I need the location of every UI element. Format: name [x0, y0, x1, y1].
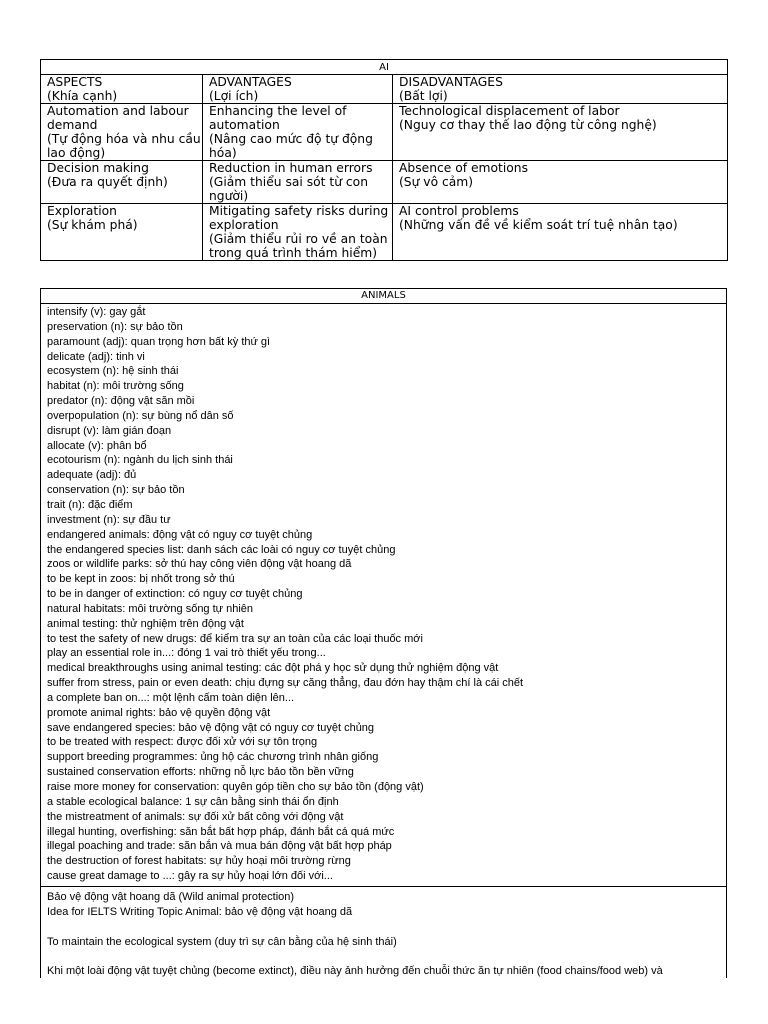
vocab-item: cause great damage to ...: gây ra sự hủy hoại lớn đối với...: [47, 870, 333, 883]
vocab-item: trait (n): đặc điểm: [47, 498, 133, 511]
vocab-item: sustained conservation efforts: những nỗ lực bảo tồn bền vững: [47, 766, 354, 779]
ai-table: [40, 59, 728, 261]
advantage-cell: Mitigating safety risks during exploration (Giảm thiểu rủi ro về an toàn trong quá trình thám hiểm): [203, 204, 393, 261]
vocab-item: support breeding programmes: ủng hộ các chương trình nhân giống: [47, 751, 379, 764]
vocab-item: ecotourism (n): ngành du lịch sinh thái: [47, 454, 233, 467]
vocab-item: conservation (n): sự bảo tồn: [47, 484, 185, 497]
vocab-item: allocate (v): phân bổ: [47, 439, 147, 452]
vocab-item: the destruction of forest habitats: sự hủy hoại môi trường rừng: [47, 855, 351, 868]
header-disadvantages: DISADVANTAGES (Bất lợi): [393, 75, 728, 104]
vocab-item: overpopulation (n): sự bùng nổ dân số: [47, 409, 234, 422]
animals-title: ANIMALS: [41, 289, 726, 304]
notes-idea: Idea for IELTS Writing Topic Animal: bảo vệ động vật hoang dã: [47, 905, 353, 918]
vocab-item: medical breakthroughs using animal testing: các đột phá y học sử dụng thử nghiệm động vật: [47, 662, 499, 675]
vocab-list: [41, 304, 726, 887]
vocab-item: a stable ecological balance: 1 sự cân bằng sinh thái ổn định: [47, 795, 339, 808]
vocab-item: illegal poaching and trade: săn bắn và mua bán động vật bất hợp pháp: [47, 840, 392, 853]
notes-heading: Bảo vệ động vật hoang dã (Wild animal protection): [47, 890, 295, 903]
vocab-item: suffer from stress, pain or even death: chịu đựng sự căng thẳng, đau đớn hay thậm chí là cái chết: [47, 677, 524, 690]
disadvantage-cell: Technological displacement of labor (Nguy cơ thay thế lao động từ công nghệ): [393, 104, 728, 161]
ai-row-decision: [41, 161, 728, 204]
header-aspects: ASPECTS (Khía cạnh): [41, 75, 203, 104]
vocab-item: to be in danger of extinction: có nguy cơ tuyệt chủng: [47, 588, 303, 601]
vocab-item: delicate (adj): tinh vi: [47, 350, 145, 363]
vocab-item: natural habitats: môi trường sống tự nhiên: [47, 602, 253, 615]
vocab-item: zoos or wildlife parks: sở thú hay công viên động vật hoang dã: [47, 558, 352, 571]
vocab-item: the mistreatment of animals: sự đối xử bất công với động vật: [47, 810, 344, 823]
aspect-cell: Automation and labour demand (Tự động hóa và nhu cầu lao động): [41, 104, 203, 161]
vocab-item: save endangered species: bảo vệ động vật có nguy cơ tuyệt chủng: [47, 721, 375, 734]
vocab-item: disrupt (v): làm gián đoạn: [47, 424, 172, 437]
vocab-item: the endangered species list: danh sách các loài có nguy cơ tuyệt chủng: [47, 543, 396, 556]
notes-section: [41, 887, 726, 979]
notes-point: To maintain the ecological system (duy trì sự cân bằng của hệ sinh thái): [47, 935, 397, 948]
vocab-item: raise more money for conservation: quyên góp tiền cho sự bảo tồn (động vật): [47, 781, 424, 793]
ai-row-automation: [41, 104, 728, 161]
aspect-cell: Exploration (Sự khám phá): [41, 204, 203, 261]
advantage-cell: Reduction in human errors (Giảm thiểu sai sót từ con người): [203, 161, 393, 204]
vocab-item: paramount (adj): quan trọng hơn bất kỳ thứ gì: [47, 335, 271, 348]
vocab-item: animal testing: thử nghiệm trên động vật: [47, 617, 244, 630]
vocab-item: endangered animals: động vật có nguy cơ tuyệt chủng: [47, 528, 313, 541]
vocab-item: to test the safety of new drugs: để kiểm tra sự an toàn của các loại thuốc mới: [47, 632, 423, 645]
vocab-item: intensify (v): gay gắt: [47, 306, 146, 318]
vocab-item: a complete ban on...: một lệnh cấm toàn diện lên...: [47, 691, 295, 704]
vocab-item: preservation (n): sự bảo tồn: [47, 320, 183, 333]
vocab-item: ecosystem (n): hệ sinh thái: [47, 365, 179, 378]
ai-table-title: AI: [41, 60, 728, 75]
vocab-item: illegal hunting, overfishing: săn bắt bất hợp pháp, đánh bắt cá quá mức: [47, 825, 395, 838]
vocab-item: to be treated with respect: được đối xử với sự tôn trọng: [47, 736, 318, 749]
vocab-item: promote animal rights: bảo vệ quyền động vật: [47, 706, 271, 719]
advantage-cell: Enhancing the level of automation (Nâng cao mức độ tự động hóa): [203, 104, 393, 161]
vocab-item: to be kept in zoos: bị nhốt trong sở thú: [47, 573, 235, 586]
ai-row-exploration: [41, 204, 728, 261]
disadvantage-cell: Absence of emotions (Sự vô cảm): [393, 161, 728, 204]
vocab-item: predator (n): động vật săn mồi: [47, 395, 195, 408]
vocab-item: adequate (adj): đủ: [47, 469, 137, 482]
animals-table: [40, 288, 727, 978]
vocab-item: play an essential role in...: đóng 1 vai trò thiết yếu trong...: [47, 647, 326, 660]
ai-header-row: [41, 75, 728, 104]
vocab-item: investment (n): sự đầu tư: [47, 513, 171, 526]
aspect-cell: Decision making (Đưa ra quyết định): [41, 161, 203, 204]
disadvantage-cell: AI control problems (Những vấn đề về kiểm soát trí tuệ nhân tạo): [393, 204, 728, 261]
notes-paragraph: Khi một loài động vật tuyệt chủng (become extinct), điều này ảnh hưởng đến chuỗi thức ăn tự nhiên (food chains/food web) và: [47, 965, 663, 978]
header-advantages: ADVANTAGES (Lợi ích): [203, 75, 393, 104]
vocab-item: habitat (n): môi trường sống: [47, 380, 184, 393]
